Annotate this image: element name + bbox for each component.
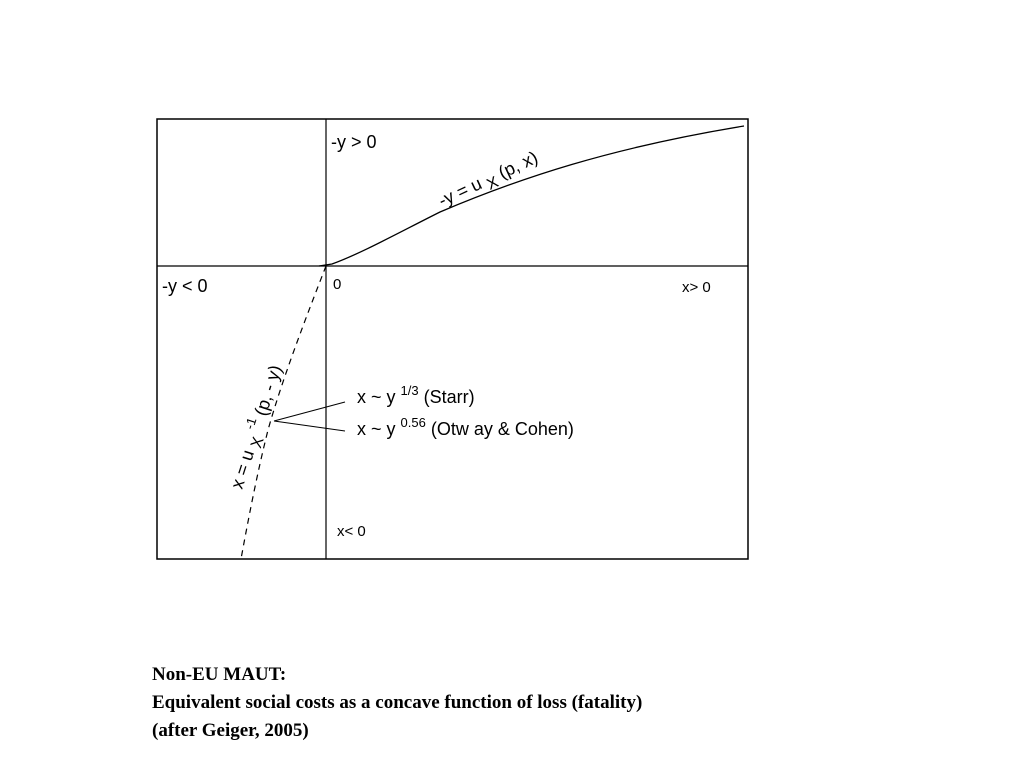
upper-curve-label-args: (p, x) — [495, 147, 541, 183]
starr-annotation-exponent: 1/3 — [400, 383, 419, 398]
lower-curve-label-sub: X — [248, 435, 268, 451]
starr-annotation-prefix: x ~ y — [357, 387, 396, 407]
lower-curve-label-sup: -1 — [241, 415, 260, 432]
starr-pointer-line — [274, 402, 345, 421]
lower-curve-label — [219, 360, 290, 493]
otway-annotation — [357, 411, 574, 439]
otway-annotation-prefix: x ~ y — [357, 419, 396, 439]
origin-label: 0 — [333, 276, 342, 293]
otway-annotation-suffix: (Otw ay & Cohen) — [430, 419, 574, 439]
left-quadrant-label: -y < 0 — [162, 276, 208, 296]
upper-curve-label-main: -y = u — [435, 173, 485, 211]
lower-quadrant-label: x< 0 — [337, 523, 366, 540]
otway-pointer-line — [274, 421, 345, 431]
caption — [152, 661, 642, 745]
starr-annotation-suffix: (Starr) — [423, 387, 475, 407]
upper-curve-label-sub: X — [484, 173, 502, 194]
lower-curve-label-args: (p, - y) — [250, 362, 286, 419]
lower-curve-label-main: x = u — [226, 447, 259, 492]
otway-annotation-exponent: 0.56 — [400, 415, 426, 430]
starr-annotation — [357, 379, 475, 407]
right-quadrant-label: x> 0 — [682, 279, 711, 296]
caption-title: Non-EU MAUT: — [152, 664, 287, 685]
caption-description: Equivalent social costs as a concave function of loss (fatality) — [152, 692, 643, 713]
upper-quadrant-label: -y > 0 — [331, 132, 377, 152]
caption-citation: (after Geiger, 2005) — [152, 720, 309, 741]
upper-curve-label — [435, 147, 543, 215]
